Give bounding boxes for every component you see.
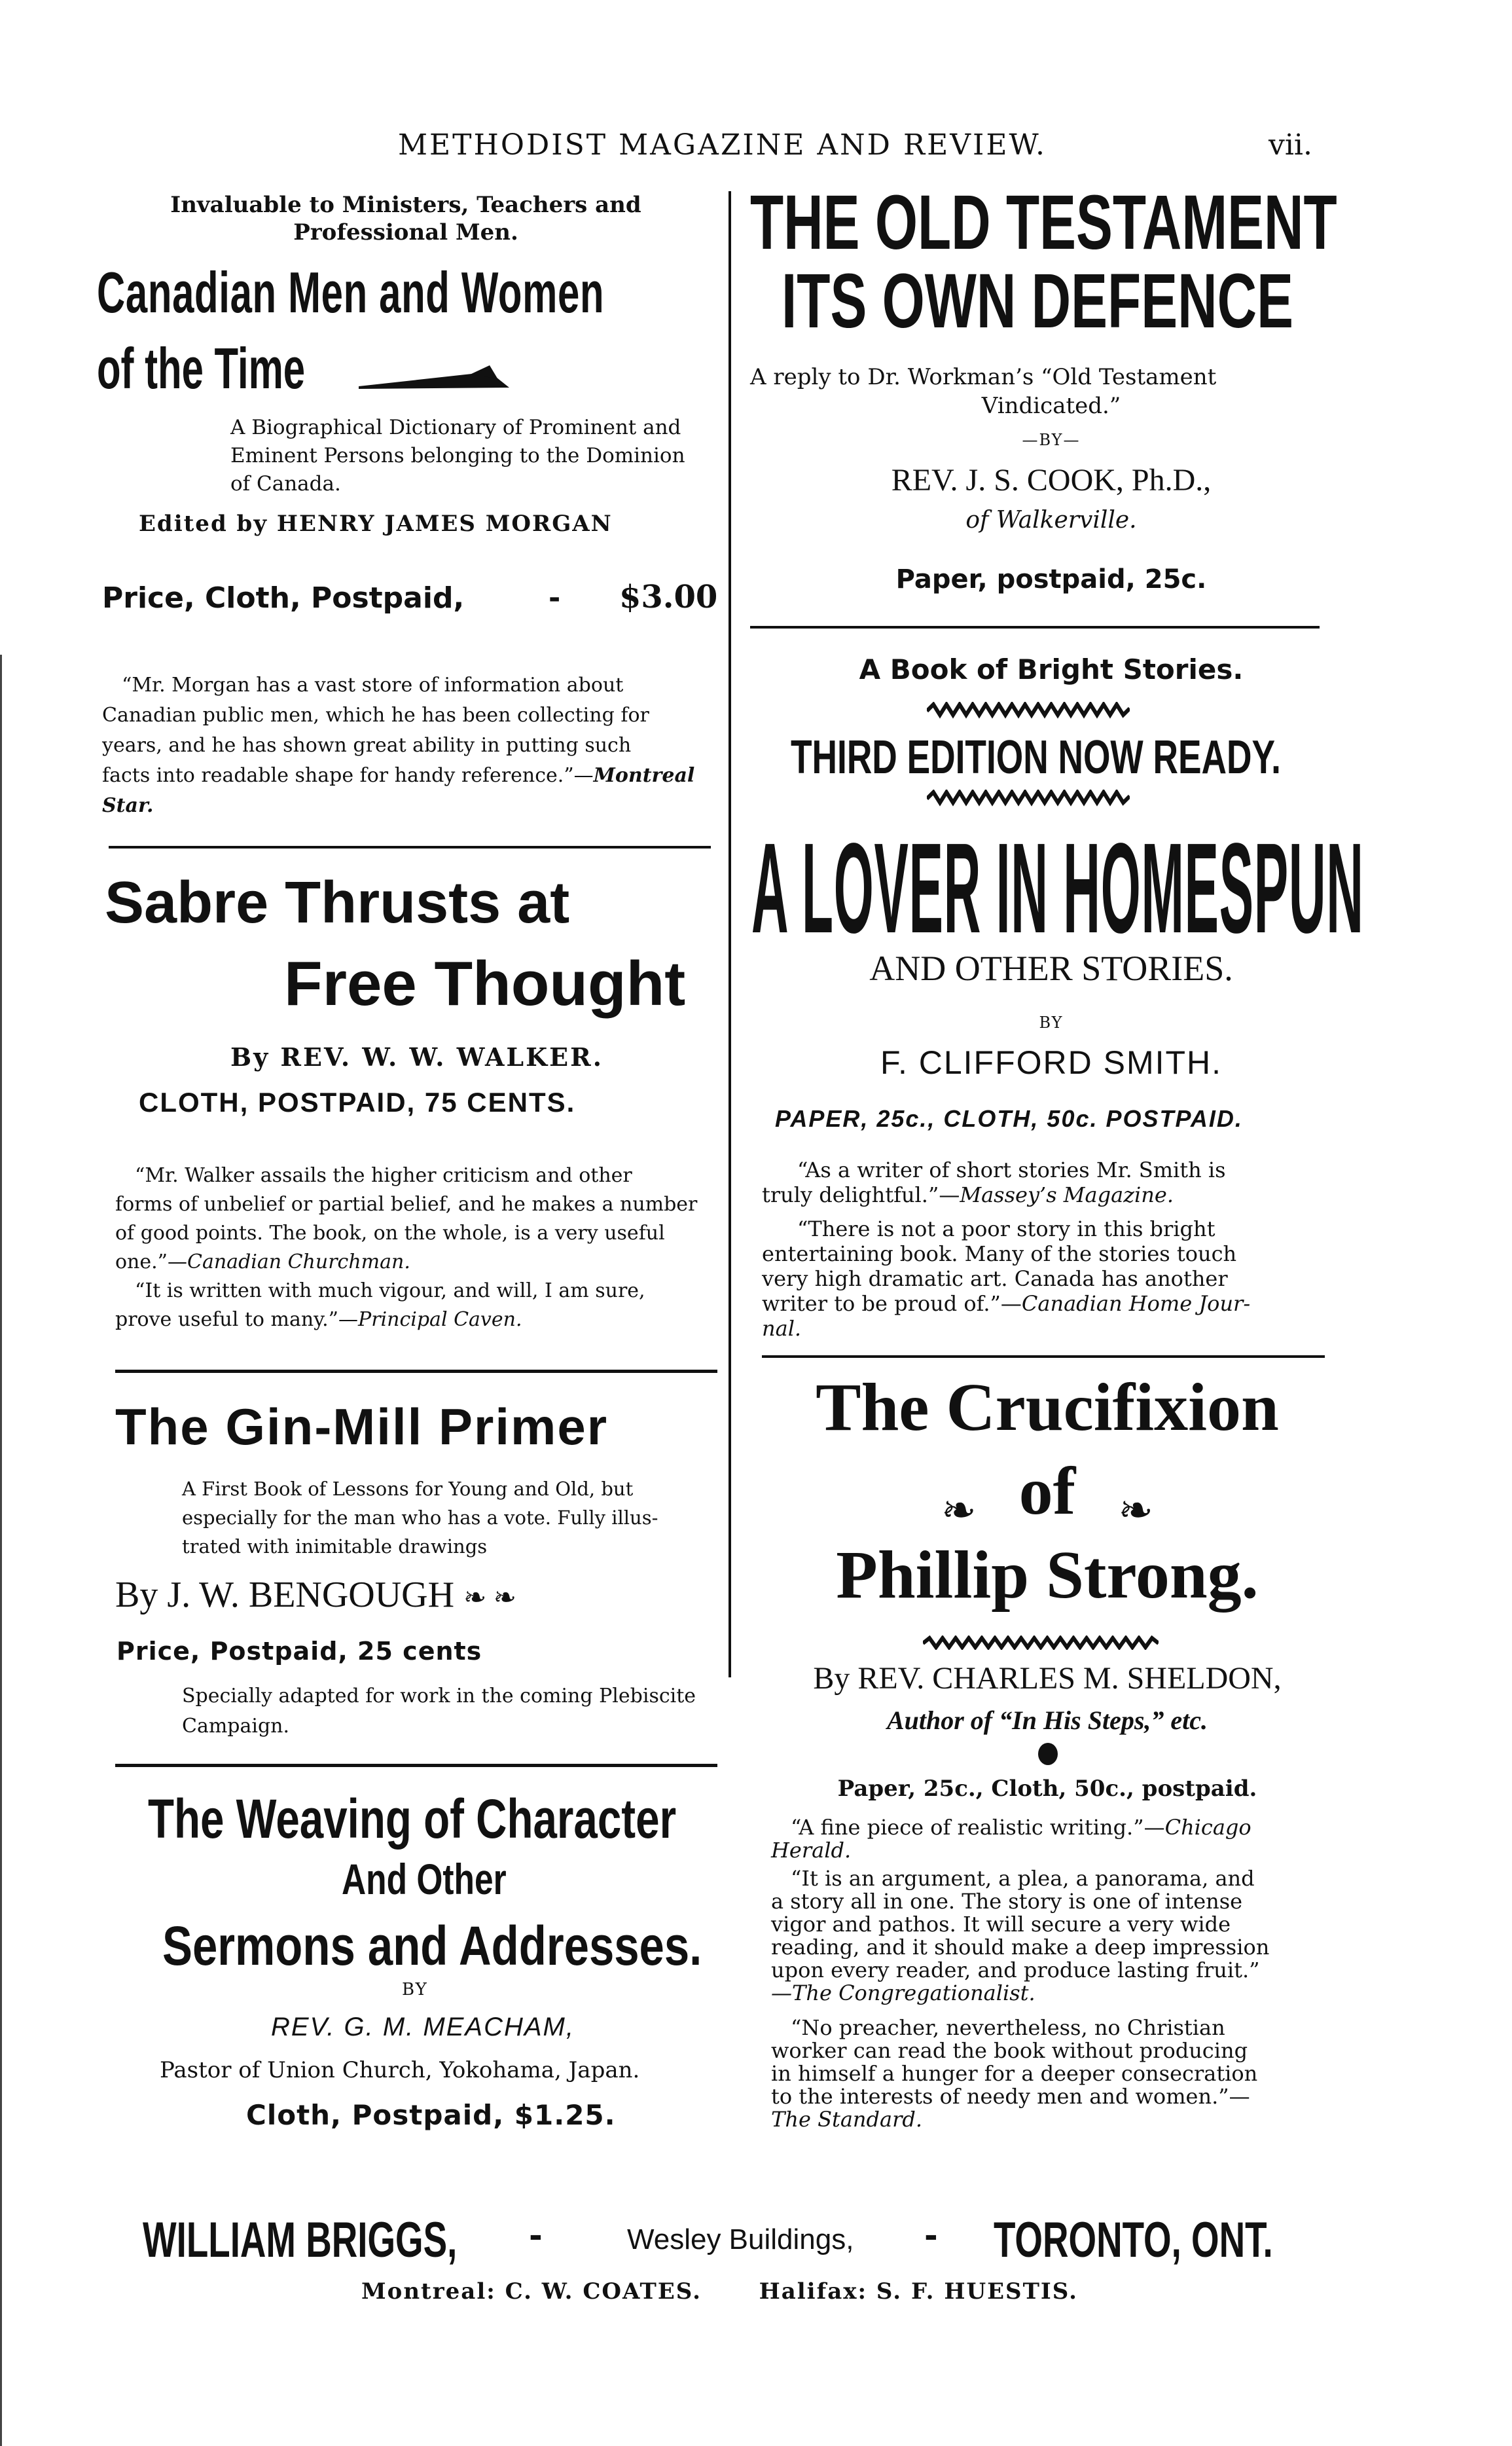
wavy-rule <box>927 790 1130 807</box>
morgan-title-line1: Canadian Men and Women <box>97 260 605 325</box>
divider-rule <box>109 846 711 849</box>
divider-rule <box>750 626 1320 629</box>
crucifixion-title-line1: The Crucifixion <box>816 1370 1279 1445</box>
lover-author: F. CLIFFORD SMITH. <box>880 1044 1223 1081</box>
weaving-title-line2: And Other <box>342 1855 507 1903</box>
lover-price: PAPER, 25c., CLOTH, 50c. POSTPAID. <box>775 1105 1243 1132</box>
ot-title-line1: THE OLD TESTAMENT <box>750 179 1337 266</box>
wavy-rule <box>923 1635 1159 1650</box>
fleuron-icon: ❧ <box>1118 1486 1154 1535</box>
footer-dash: - <box>529 2217 543 2255</box>
weaving-price: Cloth, Postpaid, $1.25. <box>246 2099 616 2131</box>
crucifixion-price: Paper, 25c., Cloth, 50c., postpaid. <box>837 1776 1257 1802</box>
lover-intro: A Book of Bright Stories. <box>859 653 1244 685</box>
lover-by: BY <box>1039 1013 1064 1032</box>
sabre-reviews: “Mr. Walker assails the higher criticism and other forms of unbelief or partial belief, and he makes a number of good points. The book, on the whole, is a very useful one.”—Canadian Churchman. “It is written with much vigour, and will, I am sure, prove useful to many.”—Principal Caven. <box>115 1164 698 1331</box>
lover-subtitle: AND OTHER STORIES. <box>869 949 1233 988</box>
ot-place: of Walkerville. <box>965 507 1137 534</box>
weaving-position: Pastor of Union Church, Yokohama, Japan. <box>160 2057 640 2083</box>
crucifixion-reviews: “A fine piece of realistic writing.”—Chicago Herald. “It is an argument, a plea, a panorama, and a story all in one. The story is one of intense vigor and pathos. It will secure a very wide reading, and it should make a deep impression upon every reader, and produce lasting fruit.” —The Congregationalist. “No preacher, nevertheless, no Christian worker can read the book without producing in himself a hunger for a deeper consecration to the interests of needy men and women.”— The Standard. <box>771 1815 1270 2132</box>
bullet-icon <box>1038 1743 1058 1765</box>
weaving-author: REV. G. M. MEACHAM, <box>271 2013 575 2041</box>
morgan-price-label: Price, Cloth, Postpaid, <box>102 581 465 615</box>
page-edge-mark <box>0 655 2 2446</box>
morgan-description: A Biographical Dictionary of Prominent and Eminent Persons belonging to the Dominion of Canada. <box>230 416 685 496</box>
morgan-title-line2: of the Time <box>97 336 306 401</box>
morgan-review: “Mr. Morgan has a vast store of information about Canadian public men, which he has been collecting for years, and he has shown great ability in putting such facts into readable shape for handy reference.”—Montreal Star. <box>102 674 695 817</box>
running-header: METHODIST MAGAZINE AND REVIEW. <box>398 128 1047 162</box>
divider-rule <box>115 1370 717 1373</box>
crucifixion-title-line2: ❧ of ❧ <box>941 1453 1154 1535</box>
morgan-editor: Edited by HENRY JAMES MORGAN <box>139 511 613 537</box>
sabre-title-line2: Free Thought <box>284 949 686 1019</box>
ot-author: REV. J. S. COOK, Ph.D., <box>891 463 1212 498</box>
fleuron-icon: ❧ ❧ <box>463 1583 516 1613</box>
footer-agents: Montreal: C. W. COATES. Halifax: S. F. HUESTIS. <box>361 2278 1078 2305</box>
ot-by: —BY— <box>1022 431 1081 449</box>
column-divider <box>729 191 731 1677</box>
divider-rule <box>762 1355 1325 1358</box>
sabre-author: By REV. W. W. WALKER. <box>230 1042 603 1072</box>
ot-price: Paper, postpaid, 25c. <box>895 564 1207 594</box>
decorative-wedge <box>359 360 509 390</box>
weaving-by: BY <box>402 1980 428 1999</box>
divider-rule <box>115 1764 717 1767</box>
morgan-price-dash: - <box>549 581 561 615</box>
footer-city: TORONTO, ONT. <box>994 2212 1273 2268</box>
crucifixion-title-line3: Phillip Strong. <box>836 1537 1259 1613</box>
gin-price: Price, Postpaid, 25 cents <box>117 1637 482 1666</box>
lover-edition: THIRD EDITION NOW READY. <box>791 731 1281 784</box>
gin-title: The Gin-Mill Primer <box>115 1398 609 1455</box>
sabre-title-line1: Sabre Thrusts at <box>105 870 570 936</box>
fleuron-icon: ❧ <box>941 1486 977 1535</box>
lover-title: A LOVER IN HOMESPUN <box>751 816 1364 960</box>
ot-description: A reply to Dr. Workman’s “Old Testament Vindicated.” <box>750 364 1217 419</box>
gin-note: Specially adapted for work in the coming Plebiscite Campaign. <box>182 1685 696 1738</box>
sabre-price: CLOTH, POSTPAID, 75 CENTS. <box>139 1087 576 1118</box>
page-number: vii. <box>1269 128 1312 162</box>
lover-reviews: “As a writer of short stories Mr. Smith is truly delightful.”—Massey’s Magazine. “There is not a poor story in this bright entertaining book. Many of the stories touch very high dramatic art. Canada has another writer to be proud of.”—Canadian Home Jour- nal. <box>762 1158 1251 1341</box>
weaving-title-line3: Sermons and Addresses. <box>162 1915 702 1977</box>
morgan-price: $3.00 <box>619 579 718 615</box>
gin-description: A First Book of Lessons for Young and Old, but especially for the man who has a vote. Fully illus- trated with inimitable drawings <box>182 1478 658 1558</box>
gin-author: By J. W. BENGOUGH ❧ ❧ <box>115 1575 516 1615</box>
ot-title-line2: ITS OWN DEFENCE <box>782 258 1293 344</box>
footer-dash: - <box>924 2217 938 2255</box>
morgan-intro: Invaluable to Ministers, Teachers and Professional Men. <box>170 192 641 246</box>
footer-building: Wesley Buildings, <box>627 2223 854 2255</box>
weaving-title-line1: The Weaving of Character <box>148 1788 677 1850</box>
footer-publisher: WILLIAM BRIGGS, <box>143 2212 458 2268</box>
crucifixion-author-note: Author of “In His Steps,” etc. <box>886 1706 1208 1735</box>
wavy-rule <box>927 702 1130 719</box>
crucifixion-author: By REV. CHARLES M. SHELDON, <box>813 1661 1282 1696</box>
